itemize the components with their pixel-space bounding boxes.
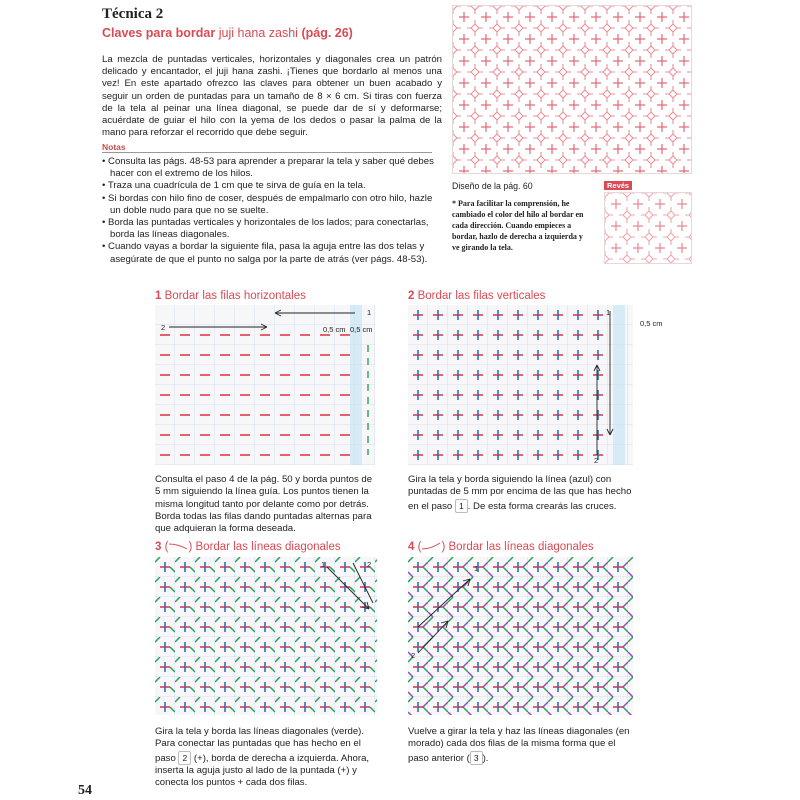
step-4-label-a: 1 xyxy=(474,564,479,573)
step-2-text-a: Gira la tela y borda siguiendo la línea (azul) con puntadas de 5 mm por encima de las que has hecho en el paso xyxy=(408,474,632,512)
note-item: • Borda las puntadas verticales y horizontales de los lados; para conectarlas, borda las líneas diagonales. xyxy=(102,217,442,241)
step-2-label-a: 1 xyxy=(606,308,611,317)
diagonal-mark-icon: ( ) xyxy=(417,541,446,553)
note-item: • Si bordas con hilo fino de coser, después de empalmarlo con otro hilo, hazle un doble nudo para que no se suelte. xyxy=(102,193,442,217)
step-2-text xyxy=(408,474,636,513)
step-4-title xyxy=(408,541,594,553)
step-2-label-b: 2 xyxy=(594,456,599,465)
step-3-title xyxy=(155,541,341,553)
step-2-svg xyxy=(408,305,633,465)
note-item: • Traza una cuadrícula de 1 cm que te sirva de guía en la tela. xyxy=(102,180,442,192)
step-1-title xyxy=(155,290,306,302)
step-1-svg xyxy=(155,305,375,465)
step-3-text-a: Gira la tela y borda las líneas diagonales (verde). Para conectar las puntadas que has hecho en el paso xyxy=(155,726,365,764)
step-4-svg xyxy=(408,557,633,715)
notes-divider xyxy=(102,152,432,153)
step-1-number: 1 xyxy=(155,290,162,302)
step-4-text xyxy=(408,726,636,765)
title-main: Claves para bordar xyxy=(102,26,216,40)
step-4-text-b: ). xyxy=(482,752,489,764)
step-3-label-b: 2 xyxy=(367,560,372,569)
step-1-text: Consulta el paso 4 de la pág. 50 y borda puntos de 5 mm siguiendo la línea guía. Los puntos tienen la misma longitud tanto por delante como por detrás. Borda todas las filas dando puntadas alternas para que adquieran la forma deseada. xyxy=(155,474,373,535)
note-item: • Consulta las págs. 48-53 para aprender a preparar la tela y saber qué debes hacer con el extremo de los hilos. xyxy=(102,156,442,180)
section-title xyxy=(102,26,353,40)
reverse-pattern-svg xyxy=(605,193,691,263)
step-3-text-b: (+), borda de derecha a izquierda. Ahora, inserta la aguja justo al lado de la puntada (+) y conecta los puntos + cada dos filas. xyxy=(155,752,370,789)
step-2-photo xyxy=(408,305,633,465)
notes-list xyxy=(102,156,442,266)
step-2-title xyxy=(408,290,545,302)
title-page-ref: (pág. 26) xyxy=(301,26,353,40)
step-3-ref: 2 xyxy=(178,751,191,765)
step-4-number: 4 xyxy=(408,541,415,553)
step-2-ref: 1 xyxy=(455,499,468,513)
step-1-label-b: 2 xyxy=(161,323,166,332)
step-2-number: 2 xyxy=(408,290,415,302)
step-2-text-b: . De esta forma crearás las cruces. xyxy=(467,500,617,512)
step-3-title-text: Bordar las líneas diagonales xyxy=(195,541,341,553)
step-1-measure-2: 0,5 cm xyxy=(350,325,373,334)
title-japanese: juji hana zashi xyxy=(218,26,298,40)
design-pattern-image xyxy=(452,5,692,174)
step-4-label-b: 2 xyxy=(411,651,416,660)
step-4-ref: 3 xyxy=(470,751,483,765)
note-item: • Cuando vayas a bordar la siguiente fila, pasa la aguja entre las dos telas y asegúrate de que el punto no salga por la parte de atrás (ver págs. 48-53). xyxy=(102,241,442,265)
step-3-number: 3 xyxy=(155,541,162,553)
step-1-label-a: 1 xyxy=(367,308,372,317)
reverse-pattern-image xyxy=(604,192,692,264)
intro-paragraph: La mezcla de puntadas verticales, horizontales y diagonales crea un patrón delicado y encantador, el juji hana zashi. ¡Tienes que bordarlo al menos una vez! En este apartado ofrezco las claves para obtener un buen acabado y seguir un orden de puntadas para un tamaño de 8 × 6 cm. Si tiras con fuerza de la tela al peinar una línea diagonal, se puede dar de sí y deformarse; acuérdate de guiar el hilo con la yema de los dedos o pasar la palma de la mano para reforzar el recorrido que debe seguir. xyxy=(102,54,442,139)
step-1-measure-1: 0,5 cm xyxy=(323,325,346,334)
step-4-photo xyxy=(408,557,633,715)
notes-label: Notas xyxy=(102,142,126,152)
step-4-text-a: Vuelve a girar la tela y haz las líneas diagonales (en morado) cada dos filas de la misma forma que el paso anterior ( xyxy=(408,726,630,764)
reves-badge: Revés xyxy=(604,181,632,190)
step-3-photo xyxy=(155,557,377,715)
page-number: 54 xyxy=(78,783,92,798)
step-3-label-a: 1 xyxy=(321,560,326,569)
technique-heading: Técnica 2 xyxy=(102,6,164,22)
step-3-text xyxy=(155,726,377,789)
step-2-measure: 0,5 cm xyxy=(640,319,663,328)
diagonal-mark-icon: ( ) xyxy=(164,541,193,553)
step-1-title-text: Bordar las filas horizontales xyxy=(164,290,306,302)
design-caption: Diseño de la pág. 60 xyxy=(452,181,533,191)
step-1-photo xyxy=(155,305,375,465)
pattern-svg xyxy=(453,6,691,173)
step-4-title-text: Bordar las líneas diagonales xyxy=(448,541,594,553)
step-3-svg xyxy=(155,557,377,715)
side-note: * Para facilitar la comprensión, he cambiado el color del hilo al bordar en cada dirección. Cuando empieces a bordar, hazlo de derecha a izquierda y ve girando la tela. xyxy=(452,199,584,252)
step-2-title-text: Bordar las filas verticales xyxy=(417,290,546,302)
